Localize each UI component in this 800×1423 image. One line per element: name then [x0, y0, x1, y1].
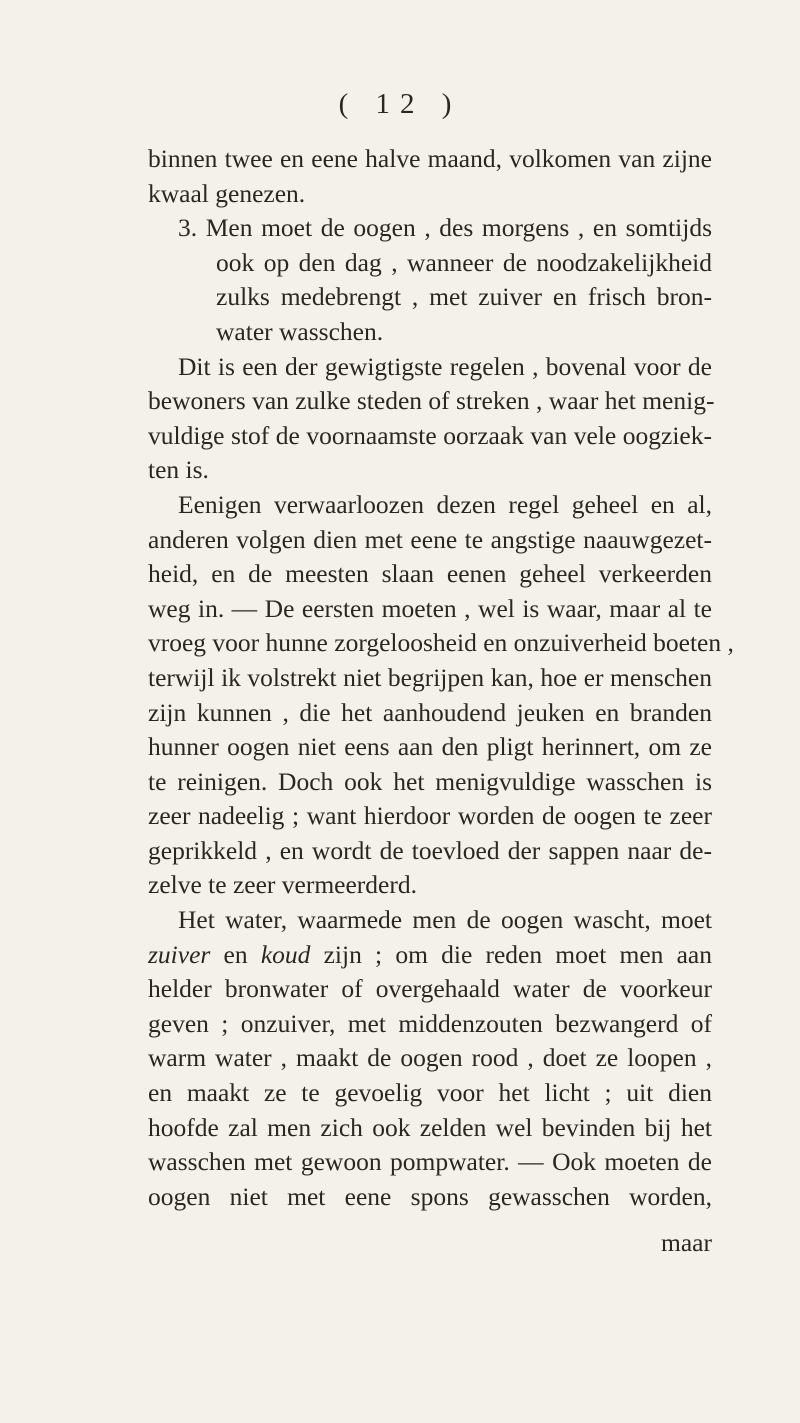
body-text — [148, 142, 734, 1261]
text-line-italic — [148, 938, 712, 973]
text-line: helder bronwater of overgehaald water de voorkeur — [148, 974, 712, 1004]
text-line: warm water , maakt de oogen rood , doet ze loopen , — [148, 1043, 712, 1073]
text-line: wasschen met gewoon pompwater. — Ook moeten de — [148, 1147, 712, 1177]
text-line: water wasschen. — [216, 316, 384, 346]
text-line: Het water, waarmede men de oogen wascht, moet — [178, 905, 712, 935]
text-line: hunner oogen niet eens aan den pligt herinnert, om ze — [148, 732, 712, 762]
text-line: zeer nadeelig ; want hierdoor worden de oogen te zeer — [148, 801, 712, 831]
text-line: zelve te zeer vermeerderd. — [148, 870, 417, 900]
italic-word-zuiver: zuiver — [148, 939, 211, 969]
text-fragment: en — [210, 939, 261, 969]
text-line: terwijl ik volstrekt niet begrijpen kan, hoe er menschen — [148, 662, 712, 692]
text-line: anderen volgen dien met eene te angstige naauwgezet- — [148, 524, 712, 554]
text-line: vuldige stof de voornaamste oorzaak van vele oogziek- — [148, 420, 712, 450]
text-line: vroeg voor hunne zorgeloosheid en onzuiverheid boeten , — [148, 628, 734, 658]
text-fragment: zijn ; om die reden moet men aan — [310, 939, 712, 969]
text-line: zulks medebrengt , met zuiver en frisch bron- — [216, 282, 712, 312]
text-line: te reinigen. Doch ook het menigvuldige wasschen is — [148, 766, 712, 796]
catchword: maar — [661, 1228, 712, 1258]
text-line: kwaal genezen. — [148, 178, 306, 208]
text-line: 3. Men moet de oogen , des morgens , en somtijds — [178, 213, 712, 243]
text-line: ten is. — [148, 455, 209, 485]
text-line: en maakt ze te gevoelig voor het licht ; uit dien — [148, 1078, 712, 1108]
text-line: weg in. — De eersten moeten , wel is waar, maar al te — [148, 593, 712, 623]
text-line: binnen twee en eene halve maand, volkomen van zijne — [148, 144, 712, 173]
page-number: ( 12 ) — [338, 88, 462, 120]
text-line: Eenigen verwaarloozen dezen regel geheel en al, — [178, 489, 712, 519]
text-line: heid, en de meesten slaan eenen geheel verkeerden — [148, 559, 712, 589]
italic-word-koud: koud — [260, 939, 311, 969]
text-line: geven ; onzuiver, met middenzouten bezwangerd of — [148, 1008, 712, 1038]
text-line: geprikkeld , en wordt de toevloed der sappen naar de- — [148, 835, 712, 865]
text-line: zijn kunnen , die het aanhoudend jeuken en branden — [148, 697, 712, 727]
text-line: bewoners van zulke steden of streken , waar het menig- — [148, 386, 715, 416]
text-line: oogen niet met eene spons gewasschen worden, — [148, 1181, 712, 1211]
text-line: Dit is een der gewigtigste regelen , bovenal voor de — [178, 351, 712, 381]
text-line: ook op den dag , wanneer de noodzakelijkheid — [216, 247, 712, 277]
text-line: hoofde zal men zich ook zelden wel bevinden bij het — [148, 1112, 712, 1142]
